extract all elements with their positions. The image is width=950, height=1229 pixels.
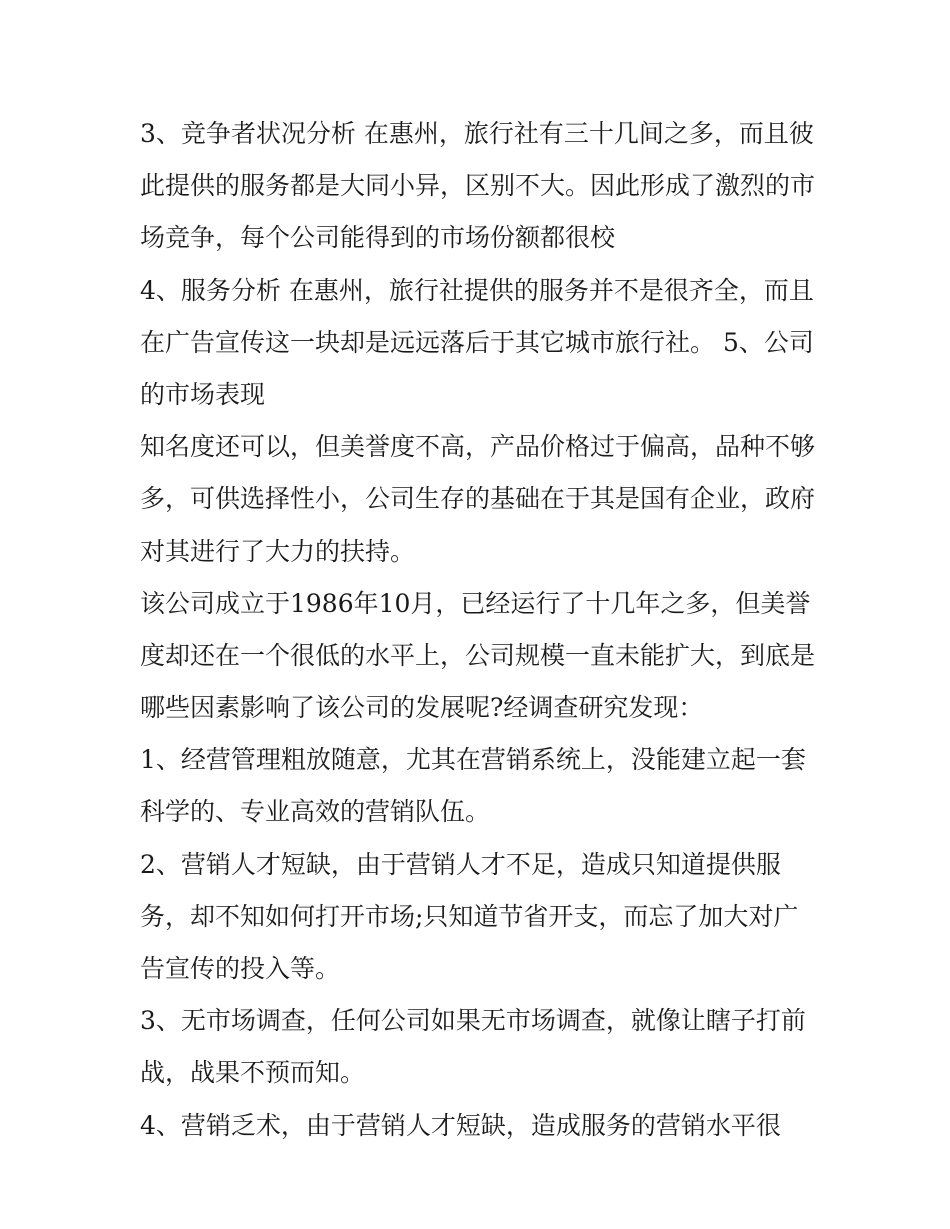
text-line-14: 科学的、专业高效的营销队伍。 — [140, 797, 491, 827]
text-line-5: 在广告宣传这一块却是远远落后于其它城市旅行社。 5、公司 — [140, 327, 814, 357]
document-body — [140, 108, 820, 1152]
text-line-4: 4、服务分析 在惠州，旅行社提供的服务并不是很齐全，而且 — [140, 275, 814, 305]
text-line-1: 3、竞争者状况分析 在惠州，旅行社有三十几间之多，而且彼 — [140, 119, 814, 148]
text-line-19: 战，战果不预而知。 — [140, 1058, 366, 1088]
text-line-9: 对其进行了大力的扶持。 — [140, 536, 416, 566]
text-line-3: 场竞争，每个公司能得到的市场份额都很校 — [140, 223, 616, 253]
text-line-7: 知名度还可以，但美誉度不高，产品价格过于偏高，品种不够 — [140, 432, 816, 462]
text-line-2: 此提供的服务都是大同小异，区别不大。因此形成了激烈的市 — [140, 171, 816, 201]
text-line-18: 3、无市场调查，任何公司如果无市场调查，就像让瞎子打前 — [140, 1006, 806, 1036]
text-line-17: 告宣传的投入等。 — [140, 954, 341, 983]
text-line-8: 多，可供选择性小，公司生存的基础在于其是国有企业，政府 — [140, 484, 816, 514]
text-line-12: 哪些因素影响了该公司的发展呢?经调查研究发现： — [140, 693, 704, 723]
text-line-6: 的市场表现 — [140, 379, 266, 409]
text-line-13: 1、经营管理粗放随意，尤其在营销系统上，没能建立起一套 — [140, 745, 806, 775]
text-line-10: 该公司成立于1986年10月，已经运行了十几年之多，但美誉 — [140, 588, 811, 618]
text-line-11: 度却还在一个很低的水平上，公司规模一直未能扩大，到底是 — [140, 640, 816, 670]
text-line-20: 4、营销乏术，由于营销人才短缺，造成服务的营销水平很 — [140, 1110, 781, 1140]
text-line-16: 务，却不知如何打开市场;只知道节省开支，而忘了加大对广 — [140, 901, 799, 931]
text-line-15: 2、营销人才短缺，由于营销人才不足，造成只知道提供服 — [140, 849, 781, 879]
